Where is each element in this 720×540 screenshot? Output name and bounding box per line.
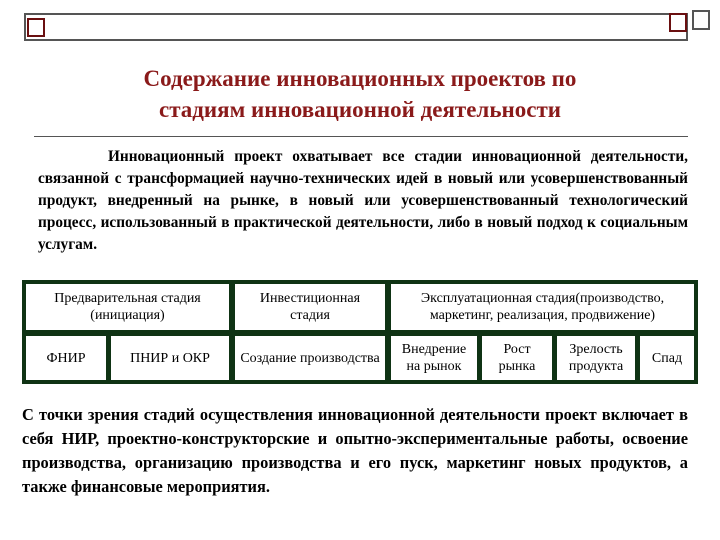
stage-item-label: Внедрение на рынок	[401, 342, 467, 374]
decorative-top-bar	[24, 13, 688, 41]
corner-square-icon	[692, 10, 710, 30]
stage-item-fnir	[26, 336, 106, 380]
stage-header-label: Инвестиционная стадия	[259, 291, 361, 323]
stage-item-market-entry	[391, 336, 477, 380]
title-divider	[34, 136, 688, 137]
stage-item-label: ФНИР	[46, 350, 86, 366]
stage-header-label: Эксплуатационная стадия(производство, маркетинг, реализация, продвижение)	[420, 291, 665, 323]
stage-item-label: Спад	[651, 350, 683, 366]
title-line-2: стадиям инновационной деятельности	[158, 97, 562, 122]
stage-header-operation	[391, 284, 694, 330]
title-line-1: Содержание инновационных проектов по	[143, 66, 577, 91]
stages-table	[22, 280, 698, 384]
stage-header-label: Предварительная стадия (инициация)	[54, 291, 201, 323]
stage-header-initiation	[26, 284, 229, 330]
stage-item-decline	[640, 336, 694, 380]
slide-title	[60, 63, 660, 125]
stage-item-market-growth	[482, 336, 552, 380]
bullet-square-icon	[27, 18, 45, 37]
stage-item-pnir-okr	[111, 336, 229, 380]
stage-item-label: Рост рынка	[498, 342, 536, 374]
stage-item-production	[235, 336, 385, 380]
stage-item-maturity	[557, 336, 635, 380]
summary-paragraph: С точки зрения стадий осуществления инновационной деятельности проект включает в себя НИР, проектно-конструкторские и опытно-экспериментальные работы, освоение производства, организацию производства и его пуск, маркетинг новых продуктов, а также финансовые мероприятия.	[22, 405, 688, 496]
stage-item-label: ПНИР и ОКР	[130, 350, 210, 366]
bullet-square-icon	[669, 13, 687, 32]
intro-paragraph: Инновационный проект охватывает все стадии инновационной деятельности, связанной с трансформацией научно-технических идей в новый или усовершенствованный продукт, внедренный на рынке, в новый или усовершенствованный технологический процесс, использованный в практической деятельности, либо в новый подход к социальным услугам.	[38, 148, 688, 253]
stage-header-investment	[235, 284, 385, 330]
stage-item-label: Зрелость продукта	[568, 342, 624, 374]
stage-item-label: Создание производства	[240, 350, 380, 366]
